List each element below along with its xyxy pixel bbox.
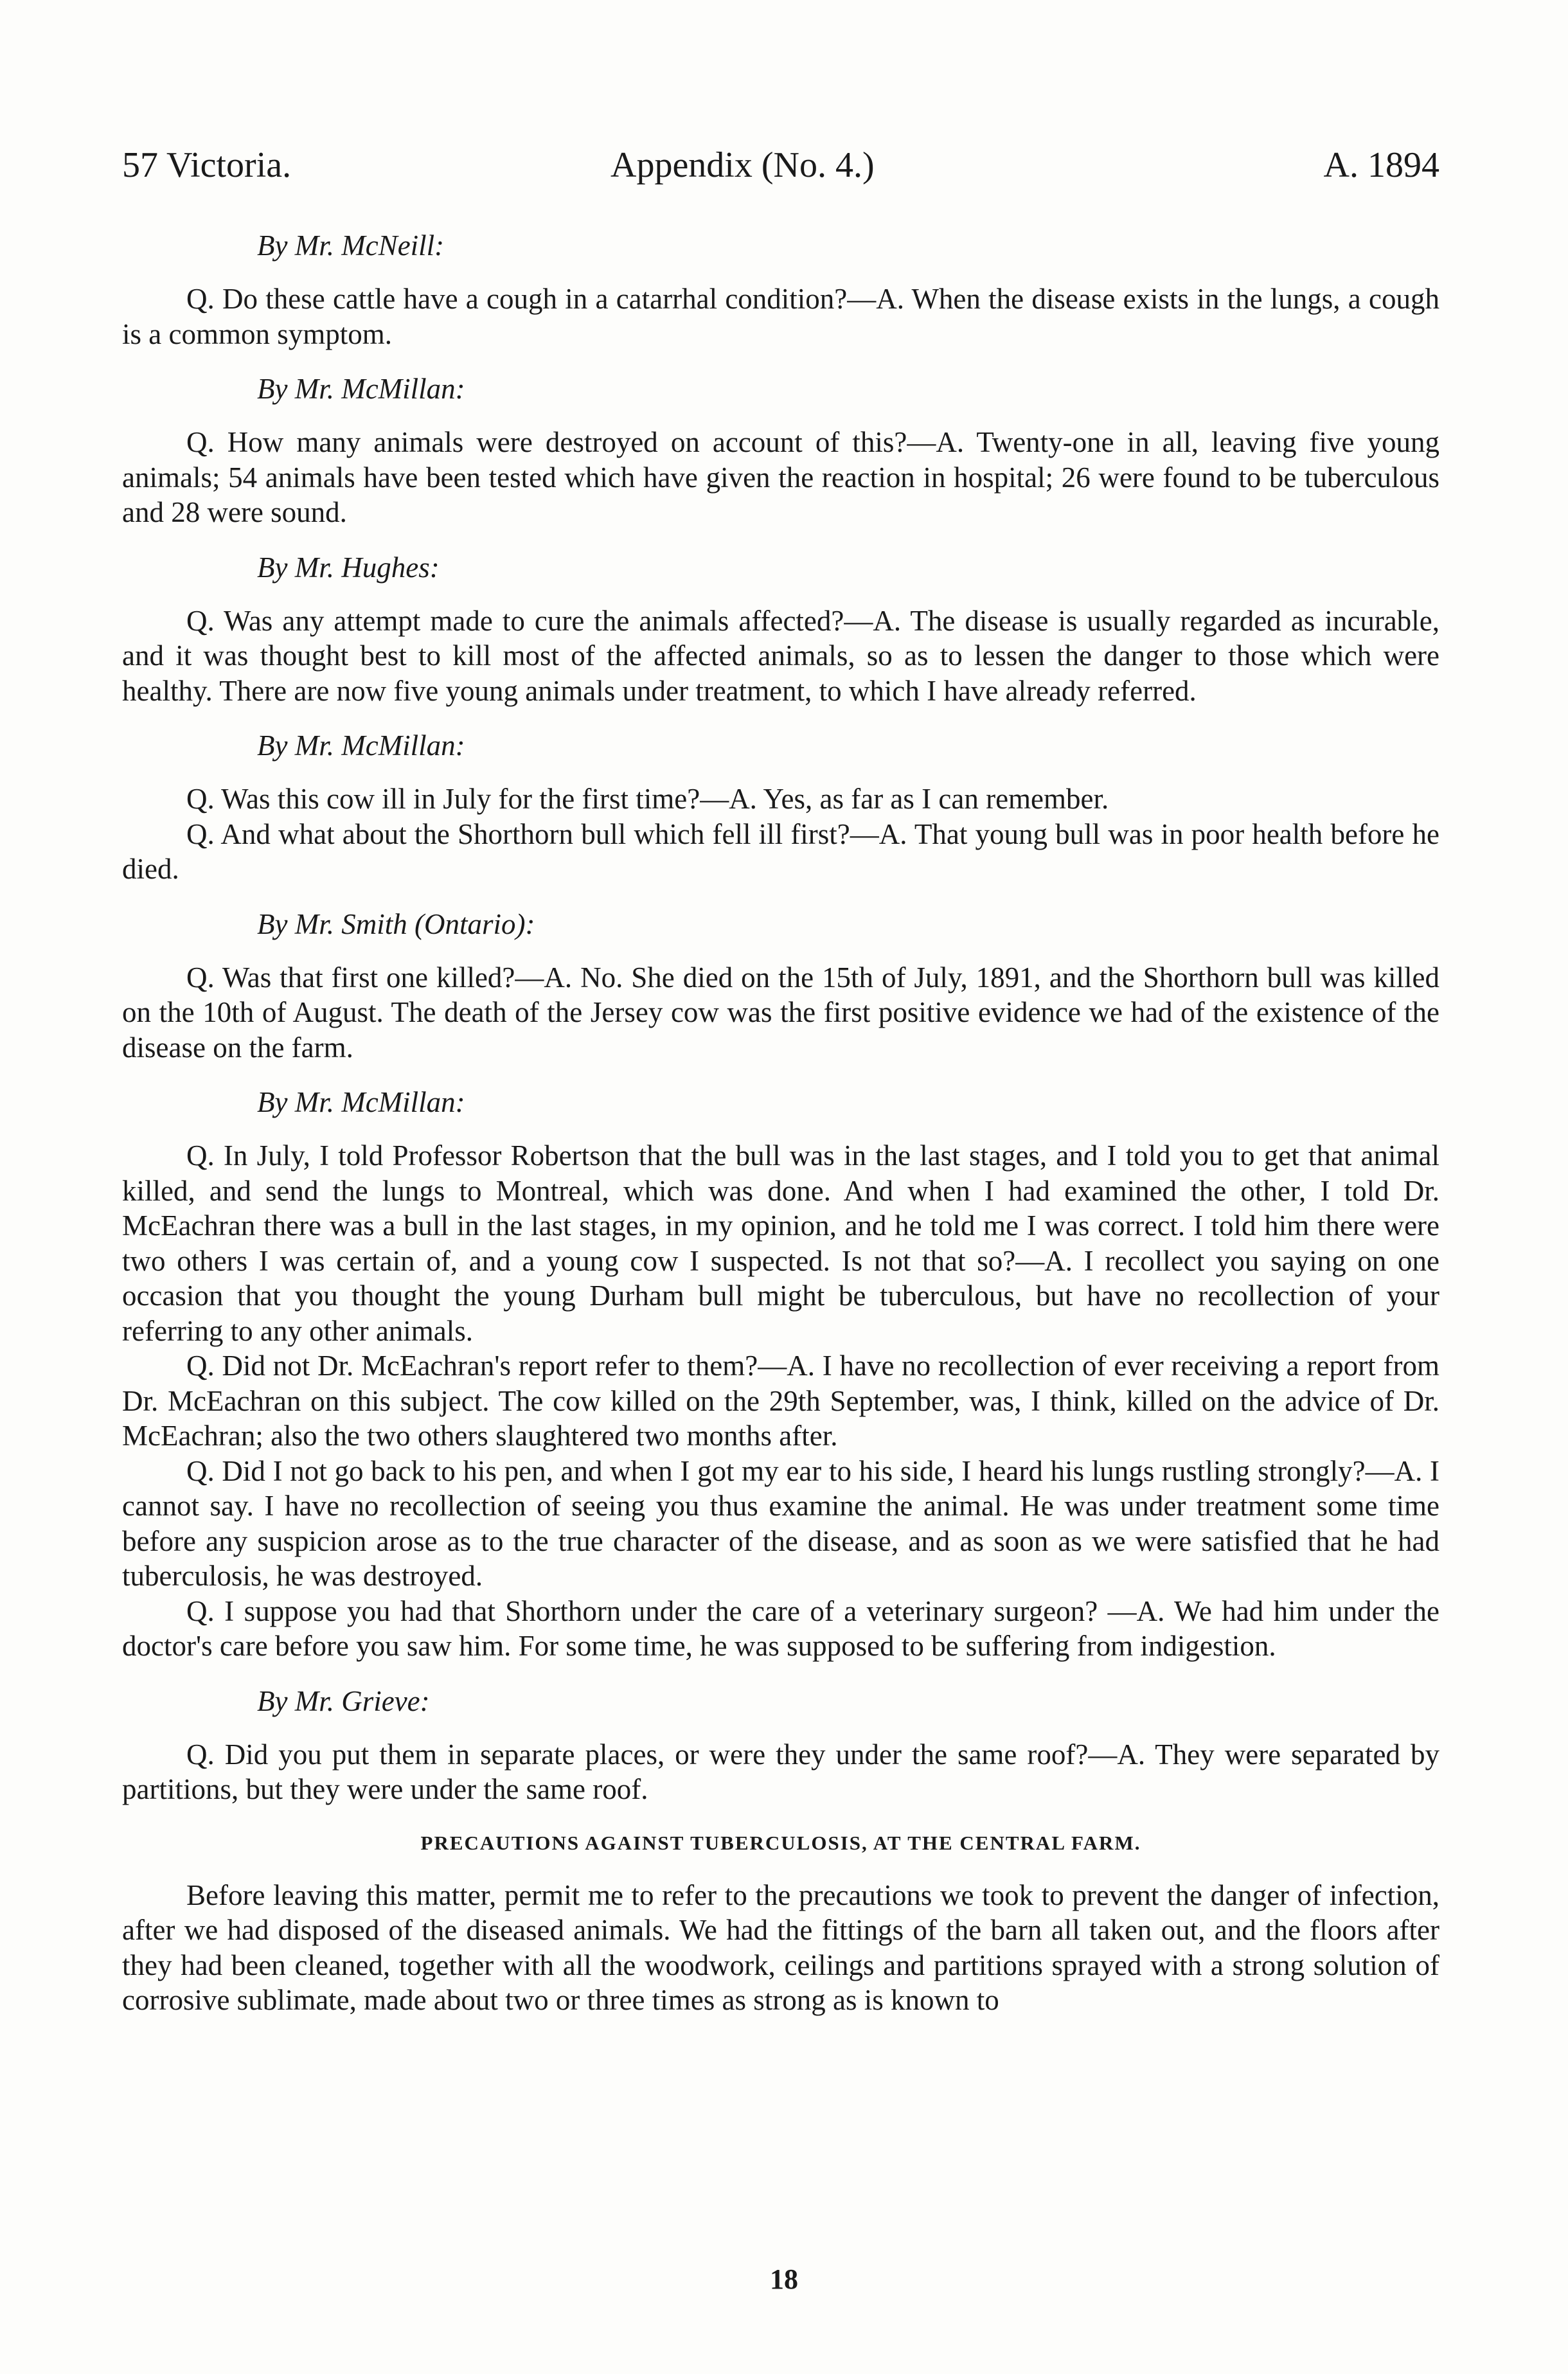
speaker-label: By Mr. Grieve: bbox=[257, 1684, 430, 1717]
testimony-paragraph: Q. Did you put them in separate places, or were they under the same roof?—A. They were separated by partitions, but they were under the same roof. bbox=[122, 1738, 1439, 1805]
header-year: A. 1894 bbox=[1323, 145, 1439, 185]
testimony-paragraph: Q. How many animals were destroyed on account of this?—A. Twenty-one in all, leaving five young animals; 54 animals have been tested which have given the reaction in hospital; 26 were found to be tuberculous and 28 were sound. bbox=[122, 426, 1439, 528]
header-session: 57 Victoria. bbox=[122, 145, 292, 185]
running-header bbox=[122, 143, 1439, 188]
testimony-paragraph: Q. Was this cow ill in July for the first time?—A. Yes, as far as I can remember. bbox=[186, 783, 1109, 815]
testimony-paragraph: Q. Did I not go back to his pen, and when I got my ear to his side, I heard his lungs rustling strongly?—A. I cannot say. I have no recollection of seeing you thus examine the animal. He was under treatment some time before any suspicion arose as to the true character of the disease, and as soon as we were satisfied that he had tuberculosis, he was destroyed. bbox=[122, 1454, 1439, 1592]
body-text bbox=[122, 219, 1439, 2018]
testimony-paragraph: Q. Was any attempt made to cure the animals affected?—A. The disease is usually regarded as incurable, and it was thought best to kill most of the affected animals, so as to lessen the danger to those which were healthy. There are now five young animals under treatment, to which I have already referred. bbox=[122, 604, 1439, 707]
speaker-label: By Mr. McNeill: bbox=[257, 229, 445, 262]
body-paragraph: Before leaving this matter, permit me to refer to the precautions we took to prevent the danger of infection, after we had disposed of the diseased animals. We had the fittings of the barn all taken out, and the floors after they had been cleaned, together with all the woodwork, ceilings and partitions sprayed with a strong solution of corrosive sublimate, made about two or three times as strong as is known to bbox=[122, 1879, 1439, 2016]
testimony-paragraph: Q. I suppose you had that Shorthorn under the care of a veterinary surgeon? —A. We had him under the doctor's care before you saw him. For some time, he was supposed to be suffering from indigestion. bbox=[122, 1594, 1439, 1662]
speaker-label: By Mr. McMillan: bbox=[257, 729, 465, 762]
speaker-label: By Mr. McMillan: bbox=[257, 373, 465, 405]
testimony-paragraph: Q. In July, I told Professor Robertson that the bull was in the last stages, and I told you to get that animal killed, and send the lungs to Montreal, which was done. And when I had examined the other, I told Dr. McEachran there was a bull in the last stages, in my opinion, and he told me I was correct. I told him there were two others I was certain of, and a young cow I suspected. Is not that so?—A. I recollect you saying on one occasion that you thought the young Durham bull might be tuberculous, but have no recollection of your referring to any other animals. bbox=[122, 1139, 1439, 1347]
header-appendix: Appendix (No. 4.) bbox=[610, 145, 875, 185]
speaker-label: By Mr. Smith (Ontario): bbox=[257, 907, 535, 940]
section-heading: PRECAUTIONS AGAINST TUBERCULOSIS, AT THE CENTRAL FARM. bbox=[420, 1831, 1141, 1854]
speaker-label: By Mr. McMillan: bbox=[257, 1086, 465, 1118]
testimony-paragraph: Q. And what about the Shorthorn bull which fell ill first?—A. That young bull was in poor health before he died. bbox=[122, 817, 1439, 885]
page-number: 18 bbox=[770, 2263, 798, 2295]
testimony-paragraph: Q. Do these cattle have a cough in a catarrhal condition?—A. When the disease exists in the lungs, a cough is a common symptom. bbox=[122, 283, 1439, 350]
testimony-paragraph: Q. Was that first one killed?—A. No. She died on the 15th of July, 1891, and the Shorthorn bull was killed on the 10th of August. The death of the Jersey cow was the first positive evidence we had of the existence of the disease on the farm. bbox=[122, 961, 1439, 1064]
testimony-paragraph: Q. Did not Dr. McEachran's report refer to them?—A. I have no recollection of ever receiving a report from Dr. McEachran on this subject. The cow killed on the 29th September, was, I think, killed on the advice of Dr. McEachran; also the two others slaughtered two months after. bbox=[122, 1350, 1439, 1452]
speaker-label: By Mr. Hughes: bbox=[257, 551, 440, 584]
